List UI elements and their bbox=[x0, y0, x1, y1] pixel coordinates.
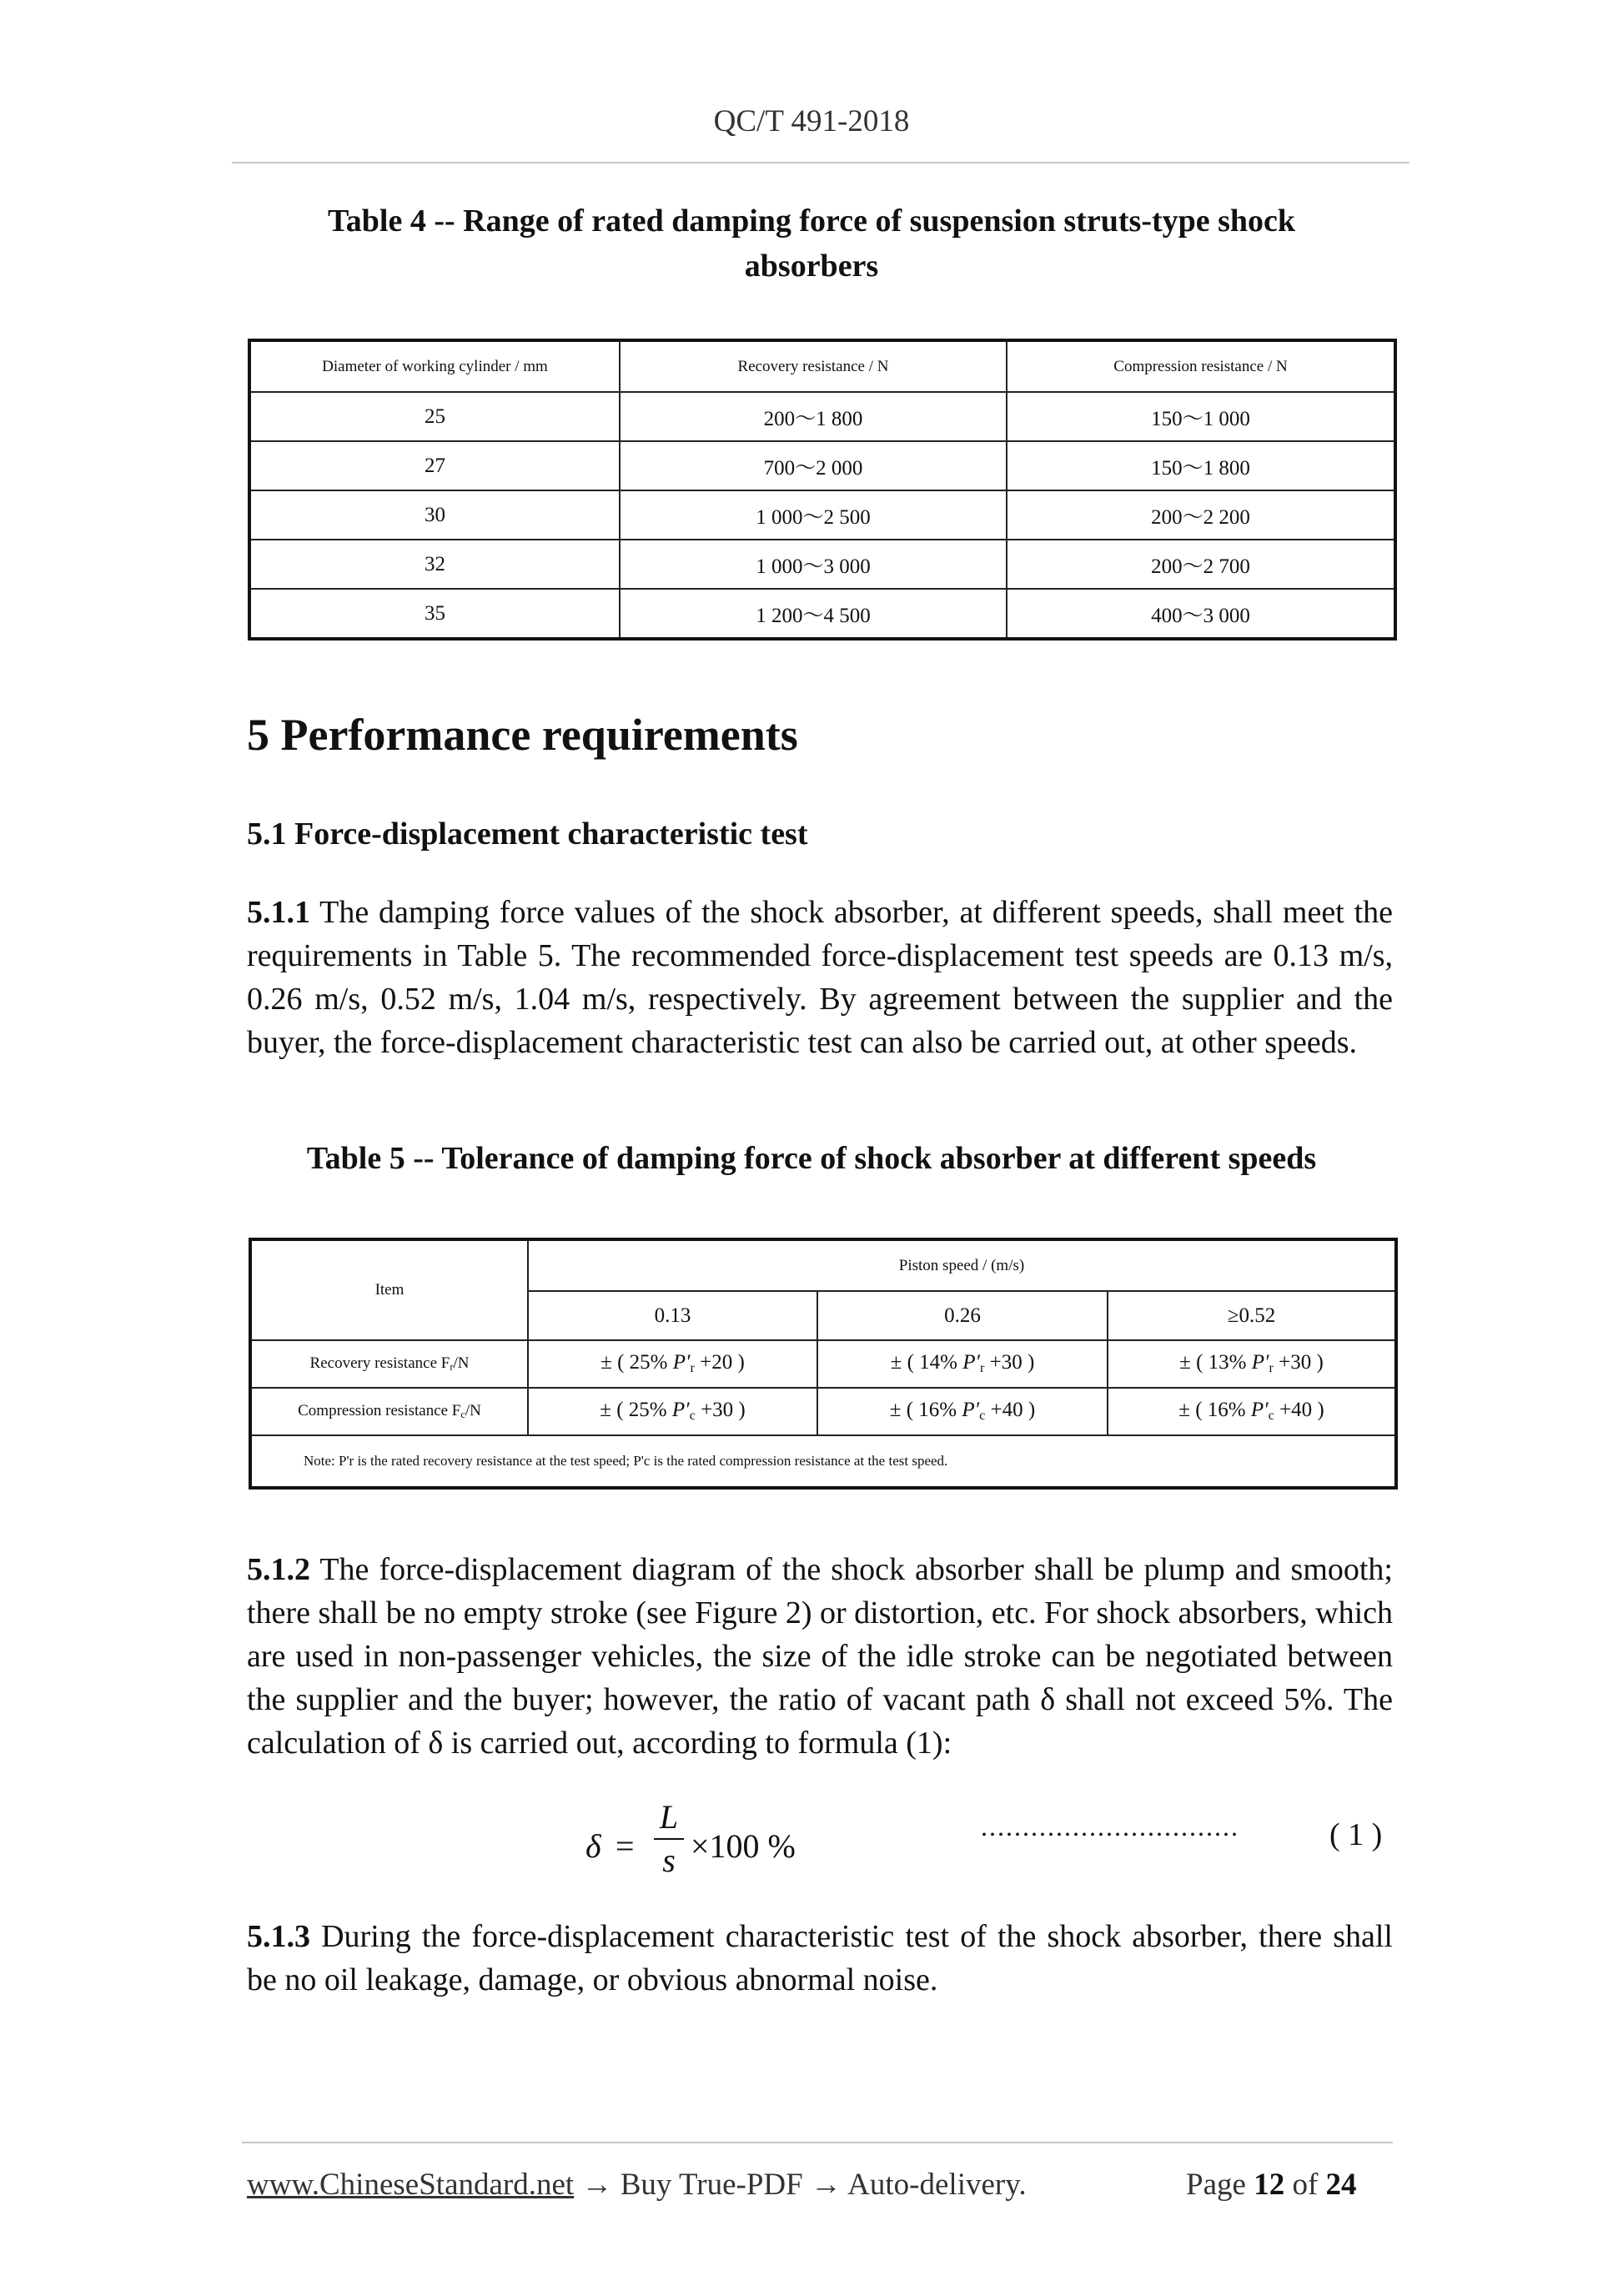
footer-links bbox=[247, 2167, 1027, 2203]
table4-header-recovery: Recovery resistance / N bbox=[620, 340, 1007, 392]
formula-equals: = bbox=[616, 1827, 635, 1865]
table5-speed: ≥0.52 bbox=[1108, 1291, 1396, 1340]
clause-number: 5.1.1 bbox=[247, 895, 310, 930]
page-number: 12 bbox=[1254, 2168, 1285, 2202]
table4-header-diameter: Diameter of working cylinder / mm bbox=[249, 340, 620, 392]
table-cell: 30 bbox=[249, 490, 620, 540]
tolerance-cell: ± ( 25% $P'_r +20$ ) bbox=[528, 1340, 817, 1388]
table-cell: 27 bbox=[249, 441, 620, 490]
arrow-icon: → bbox=[802, 2168, 848, 2202]
table-cell: 35 bbox=[249, 589, 620, 639]
table5-note-row bbox=[250, 1435, 1396, 1488]
table4-caption: Table 4 -- Range of rated damping force of suspension struts-type shock absorbers bbox=[327, 203, 1296, 284]
paragraph-text: The force-displacement diagram of the shock absorber shall be plump and smooth; there shall be no empty stroke (see Figure 2) or distortion, etc. For shock absorbers, which are used in non-passenger vehicles, the size of the idle stroke can be negotiated between the supplier and the buyer; however, the ratio of vacant path δ shall not exceed 5%. The calculation of δ is carried out, according to formula (1): bbox=[247, 1552, 1394, 1761]
table4 bbox=[248, 339, 1397, 641]
table5-speed: 0.26 bbox=[817, 1291, 1108, 1340]
table-row bbox=[250, 1388, 1396, 1435]
document-code: QC/T 491-2018 bbox=[713, 104, 910, 138]
table-cell: 200～2 200 bbox=[1007, 490, 1395, 540]
table4-header-row bbox=[249, 340, 1395, 392]
section-5-1-heading: 5.1 Force-displacement characteristic test bbox=[247, 816, 808, 852]
table5-header-item: Item bbox=[250, 1239, 528, 1340]
formula-leader-dots: ............................... bbox=[981, 1811, 1239, 1841]
header-divider bbox=[232, 162, 1409, 163]
table-row bbox=[250, 1340, 1396, 1388]
table-row bbox=[249, 490, 1395, 540]
table-row bbox=[249, 589, 1395, 639]
table-cell: 32 bbox=[249, 540, 620, 589]
table-cell: 150～1 800 bbox=[1007, 441, 1395, 490]
row-label-recovery: Recovery resistance $F_r/N$ bbox=[250, 1340, 528, 1388]
clause-number: 5.1.2 bbox=[247, 1552, 310, 1587]
formula-fraction bbox=[654, 1798, 684, 1878]
table-cell: 400～3 000 bbox=[1007, 589, 1395, 639]
formula-denominator: s bbox=[662, 1841, 676, 1879]
table5 bbox=[249, 1238, 1398, 1490]
formula-1 bbox=[585, 1793, 919, 1885]
formula-numerator: L bbox=[659, 1798, 679, 1836]
table-row bbox=[249, 540, 1395, 589]
paragraph-text: The damping force values of the shock absorber, at different speeds, shall meet the requirements in Table 5. The recommended force-displacement test speeds are 0.13 m/s, 0.26 m/s, 0.52 m/s, 1.04 m/s, respectively. By agreement between the supplier and the buyer, the force-displacement characteristic test can also be carried out, at other speeds. bbox=[247, 895, 1393, 1060]
buy-pdf-text: Buy True-PDF bbox=[620, 2168, 803, 2202]
table-cell: 700～2 000 bbox=[620, 441, 1007, 490]
table-cell: 25 bbox=[249, 392, 620, 441]
table5-caption: Table 5 -- Tolerance of damping force of shock absorber at different speeds bbox=[306, 1141, 1317, 1176]
paragraph-text: During the force-displacement characteristic test of the shock absorber, there shall be no oil leakage, damage, or obvious abnormal noise. bbox=[247, 1919, 1393, 1997]
table4-header-compression: Compression resistance / N bbox=[1007, 340, 1395, 392]
formula-number: ( 1 ) bbox=[1329, 1817, 1383, 1852]
clause-number: 5.1.3 bbox=[247, 1919, 310, 1954]
tolerance-cell: ± ( 25% $P'_c +30$ ) bbox=[528, 1388, 817, 1435]
table-cell: 200～1 800 bbox=[620, 392, 1007, 441]
auto-delivery-text: Auto-delivery. bbox=[847, 2168, 1027, 2202]
table-cell: 1 000～2 500 bbox=[620, 490, 1007, 540]
table-cell: 1 000～3 000 bbox=[620, 540, 1007, 589]
paragraph-5-1-2 bbox=[247, 1548, 1393, 1765]
tolerance-cell: ± ( 16% $P'_c +40$ ) bbox=[817, 1388, 1108, 1435]
table-row bbox=[249, 441, 1395, 490]
table5-speed: 0.13 bbox=[528, 1291, 817, 1340]
tolerance-cell: ± ( 13% $P'_r +30$ ) bbox=[1108, 1340, 1396, 1388]
table-cell: 150～1 000 bbox=[1007, 392, 1395, 441]
table-row bbox=[249, 392, 1395, 441]
tolerance-cell: ± ( 16% $P'_c +40$ ) bbox=[1108, 1388, 1396, 1435]
section-5-heading: 5 Performance requirements bbox=[247, 710, 798, 760]
table5-header-piston-speed: Piston speed / (m/s) bbox=[528, 1239, 1396, 1291]
table-cell: 200～2 700 bbox=[1007, 540, 1395, 589]
formula-lhs: δ bbox=[585, 1827, 601, 1865]
paragraph-5-1-3 bbox=[247, 1915, 1393, 2002]
arrow-icon: → bbox=[574, 2168, 621, 2202]
page-indicator: Page 12 of 24 bbox=[1186, 2168, 1357, 2202]
tolerance-cell: ± ( 14% $P'_r +30$ ) bbox=[817, 1340, 1108, 1388]
table5-note: Note: P'r is the rated recovery resistance at the test speed; P'c is the rated compression resistance at the test speed. bbox=[250, 1435, 1396, 1488]
website-link[interactable]: www.ChineseStandard.net bbox=[247, 2168, 575, 2202]
table5-header-row bbox=[250, 1239, 1396, 1291]
formula-rhs: ×100 % bbox=[691, 1827, 796, 1865]
page-total: 24 bbox=[1325, 2168, 1357, 2202]
table-cell: 1 200～4 500 bbox=[620, 589, 1007, 639]
row-label-compression: Compression resistance $F_c/N$ bbox=[250, 1388, 528, 1435]
footer-divider bbox=[242, 2142, 1393, 2143]
paragraph-5-1-1 bbox=[247, 891, 1393, 1064]
